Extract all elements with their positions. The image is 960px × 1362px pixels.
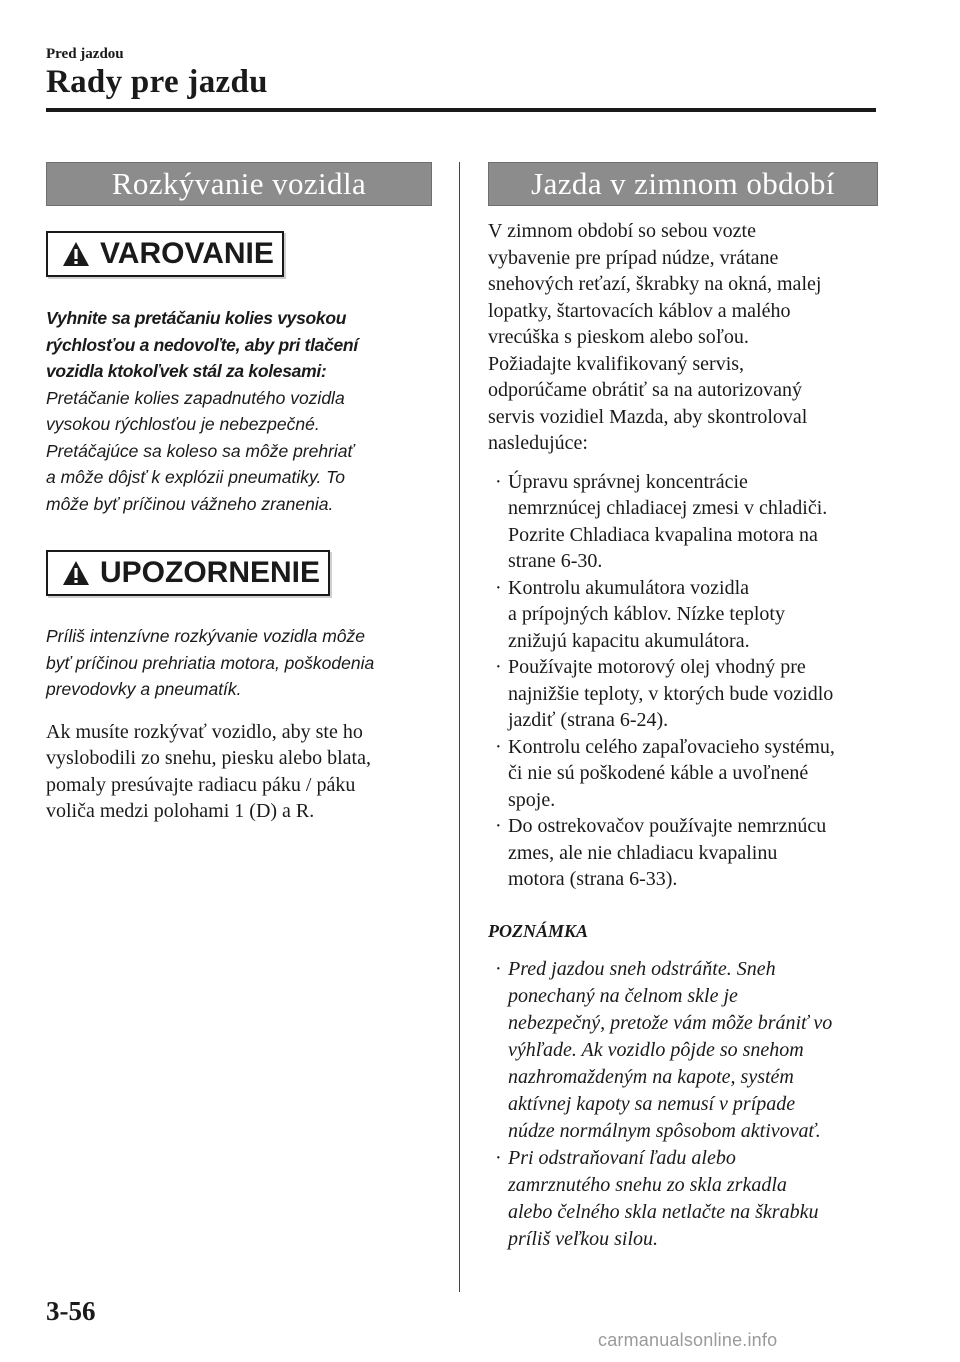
list-item-line: a prípojných káblov. Nízke teploty [508, 603, 785, 625]
caution-text [46, 623, 436, 703]
bullet-dot: · [495, 656, 502, 678]
list-item-line: Kontrolu akumulátora vozidla [508, 576, 750, 599]
warning-bold-line: Vyhnite sa pretáčaniu kolies vysokou [46, 308, 347, 328]
bullet-dot: · [495, 1146, 502, 1169]
note-line: nebezpečný, pretože vám môže brániť vo [508, 1011, 833, 1034]
list-item-line: Kontrolu celého zapaľovacieho systému, [508, 735, 835, 758]
list-item-line: Úpravu správnej koncentrácie [508, 470, 748, 493]
checklist [488, 469, 878, 893]
page-number: 3-56 [46, 1296, 96, 1326]
rocking-instructions [46, 719, 432, 825]
caution-line: Príliš intenzívne rozkývanie vozidla môže [46, 626, 366, 646]
list-item-line: Pozrite Chladiaca kvapalina motora na [508, 523, 818, 546]
list-item-line: najnižšie teploty, v ktorých bude vozidlo [508, 682, 834, 705]
left-column [46, 162, 432, 825]
body-line: voliča medzi polohami 1 (D) a R. [46, 800, 315, 822]
note-title: POZNÁMKA [488, 920, 589, 941]
caution-line: byť príčinou prehriatia motora, poškodenia [46, 652, 375, 673]
page-title: Rady pre jazdu [46, 64, 268, 100]
note-line: aktívnej kapoty sa nemusí v prípade [508, 1092, 796, 1115]
list-item-line: motora (strana 6-33). [508, 868, 678, 890]
list-item [495, 734, 878, 814]
section-heading-winter: Jazda v zimnom období [488, 162, 878, 206]
list-item-line: zmes, ale nie chladiacu kvapalinu [508, 841, 778, 864]
breadcrumb: Pred jazdou [46, 46, 124, 62]
note-line: nazhromaždeným na kapote, systém [508, 1065, 794, 1088]
intro-line: servis vozidiel Mazda, aby skontroloval [488, 405, 808, 428]
note-line: núdze normálnym spôsobom aktivovať. [508, 1119, 821, 1142]
warning-badge [46, 231, 284, 277]
intro-line: Požiadajte kvalifikovaný servis, [488, 352, 745, 375]
note-list [488, 956, 878, 1253]
watermark: carmanualsonline.info [598, 1330, 778, 1350]
bullet-dot: · [495, 470, 502, 493]
caution-line: prevodovky a pneumatík. [46, 679, 242, 699]
list-item-line: Používajte motorový olej vhodný pre [508, 656, 806, 678]
warning-text [46, 305, 432, 517]
note-item [495, 1145, 878, 1253]
note-line: Pred jazdou sneh odstráňte. Sneh [508, 957, 776, 980]
note-line: výhľade. Ak vozidlo pôjde so snehom [508, 1038, 804, 1061]
list-item-line: jazdiť (strana 6-24). [508, 709, 669, 731]
right-column [488, 162, 878, 1253]
intro-line: nasledujúce: [488, 432, 588, 454]
list-item-line: strane 6-30. [508, 550, 603, 572]
caution-triangle-icon [62, 560, 90, 586]
intro-line: snehových reťazí, škrabky na okná, malej [488, 273, 822, 295]
warning-triangle-icon [62, 241, 90, 267]
note-line: Pri odstraňovaní ľadu alebo [508, 1146, 736, 1169]
title-rule [46, 108, 876, 112]
list-item-line: nemrznúcej chladiacej zmesi v chladiči. [508, 497, 828, 519]
intro-line: lopatky, štartovacích káblov a malého [488, 299, 791, 322]
intro-line: vybavenie pre prípad núdze, vrátane [488, 246, 779, 269]
body-line: pomaly presúvajte radiacu páku / páku [46, 773, 356, 796]
bullet-dot: · [495, 576, 502, 599]
note-line: príliš veľkou silou. [508, 1227, 659, 1250]
list-item [495, 654, 878, 734]
list-item-line: či nie sú poškodené káble a uvoľnené [508, 762, 809, 784]
warning-label: VAROVANIE [100, 237, 274, 270]
body-line: Ak musíte rozkývať vozidlo, aby ste ho [46, 720, 363, 743]
list-item-line: znižujú kapacitu akumulátora. [508, 629, 750, 652]
intro-line: odporúčame obrátiť sa na autorizovaný [488, 379, 802, 401]
note-line: ponechaný na čelnom skle je [508, 984, 738, 1007]
body-line: vyslobodili zo snehu, piesku alebo blata, [46, 747, 371, 769]
warning-line: Pretáčajúce sa koleso sa môže prehriať [46, 440, 354, 461]
bullet-dot: · [495, 957, 502, 980]
list-item-line: Do ostrekovačov používajte nemrznúcu [508, 815, 827, 837]
column-divider [459, 162, 460, 1292]
warning-line: vysokou rýchlosťou je nebezpečné. [46, 414, 320, 434]
warning-line: môže byť príčinou vážneho zranenia. [46, 493, 334, 514]
note-line: alebo čelného skla netlačte na škrabku [508, 1200, 819, 1223]
intro-line: V zimnom období so sebou vozte [488, 220, 756, 242]
intro-line: vrecúška s pieskom alebo soľou. [488, 326, 749, 348]
warning-bold-line: rýchlosťou a nedovoľte, aby pri tlačení [46, 334, 358, 355]
list-item-line: spoje. [508, 788, 556, 811]
section-heading-rocking: Rozkývanie vozidla [46, 162, 432, 206]
note-line: zamrznutého snehu zo skla zrkadla [508, 1173, 787, 1196]
list-item [495, 469, 878, 575]
winter-intro [488, 218, 878, 457]
list-item [495, 575, 878, 655]
list-item [495, 813, 878, 893]
bullet-dot: · [495, 815, 502, 837]
caution-label: UPOZORNENIE [100, 556, 321, 589]
warning-line: Pretáčanie kolies zapadnutého vozidla [46, 387, 345, 408]
bullet-dot: · [495, 735, 502, 758]
warning-line: a môže dôjsť k explózii pneumatiky. To [46, 467, 345, 487]
note-item [495, 956, 878, 1145]
caution-badge [46, 550, 330, 596]
warning-bold-line: vozidla ktokoľvek stál za kolesami: [46, 361, 327, 381]
